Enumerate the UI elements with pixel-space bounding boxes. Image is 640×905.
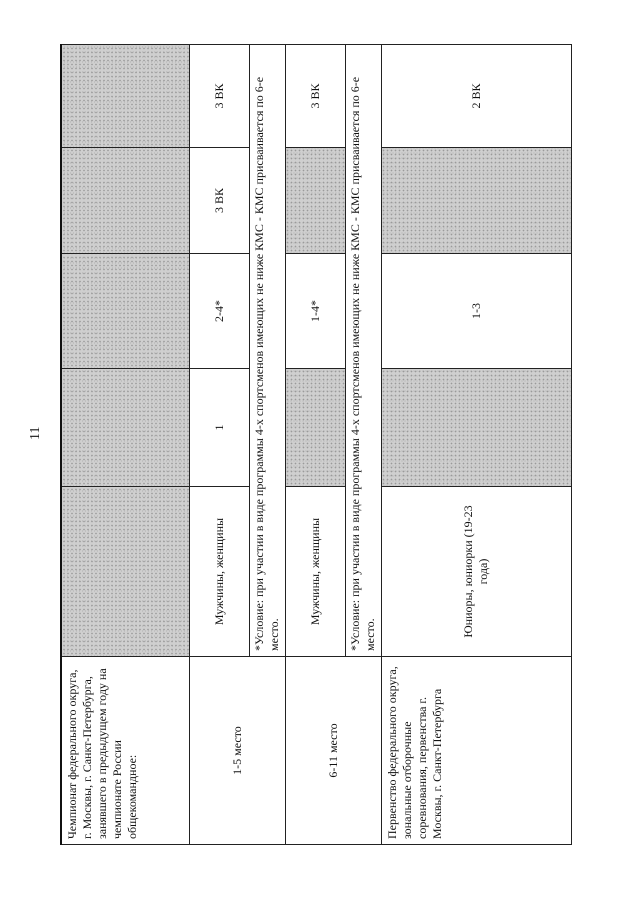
table-row	[381, 45, 571, 845]
shaded-cell	[381, 369, 571, 487]
qualification-table	[60, 44, 572, 845]
value-cell: 3 ВК	[285, 45, 345, 148]
group-cell: Юниоры, юниорки (19-23 года)	[381, 487, 571, 657]
group-cell: Мужчины, женщины	[285, 487, 345, 657]
table-row	[189, 45, 249, 845]
category-cell: Чемпионат федерального округа, г. Москвы, г. Санкт-Петербурга, занявшего в предыдущем году на чемпионате России общекомандное:	[61, 657, 189, 845]
shaded-cell	[61, 45, 189, 148]
value-cell: 1	[189, 369, 249, 487]
category-cell: 6-11 место	[285, 657, 381, 845]
table-row	[285, 45, 345, 845]
table-row	[61, 45, 189, 845]
category-cell: Первенство федерального округа, зональные отборочные соревнования, первенства г. Москвы, г. Санкт-Петербурга	[381, 657, 571, 845]
condition-note: *Условие: при участии в виде программы 4-х спортсменов имеющих не ниже КМС - КМС присваивается по 6-е место.	[345, 45, 381, 657]
value-cell: 2-4*	[189, 254, 249, 369]
condition-note: *Условие: при участии в виде программы 4-х спортсменов имеющих не ниже КМС - КМС присваивается по 6-е место.	[249, 45, 285, 657]
value-cell: 1-3	[381, 254, 571, 369]
shaded-cell	[61, 148, 189, 254]
shaded-cell	[381, 148, 571, 254]
shaded-cell	[285, 148, 345, 254]
value-cell: 2 ВК	[381, 45, 571, 148]
shaded-cell	[61, 254, 189, 369]
page-number: 11	[28, 426, 43, 440]
value-cell: 3 ВК	[189, 45, 249, 148]
value-cell: 1-4*	[285, 254, 345, 369]
shaded-cell	[61, 487, 189, 657]
value-cell: 3 ВК	[189, 148, 249, 254]
shaded-cell	[285, 369, 345, 487]
shaded-cell	[61, 369, 189, 487]
group-cell: Мужчины, женщины	[189, 487, 249, 657]
rotated-table-wrapper	[60, 45, 570, 845]
category-cell: 1-5 место	[189, 657, 285, 845]
